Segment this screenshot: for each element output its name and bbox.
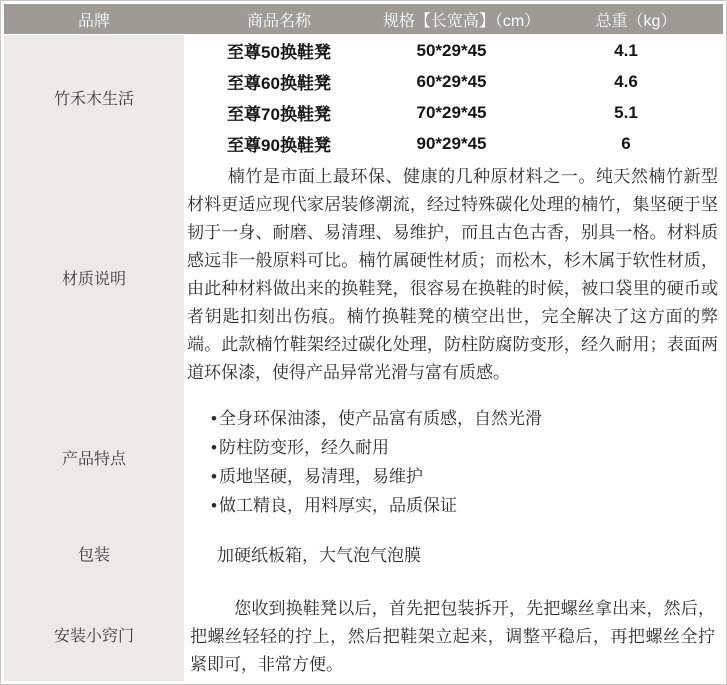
product-spec: 90*29*45 [416,133,487,153]
product-name: 至尊50换鞋凳 [227,43,331,62]
table-body [4,35,723,681]
material-label: 材质说明 [4,159,184,396]
product-row [184,66,723,97]
feature-item: • 防柱防变形，经久耐用 [211,433,717,462]
header-brand: 品牌 [77,12,110,30]
brand-label: 竹禾木生活 [4,35,184,159]
product-row [184,128,723,159]
header-spec: 规格【长宽高】（cm） [382,12,541,30]
table-header-row [4,4,723,34]
section-features [4,396,723,519]
header-weight: 总重（kg） [595,12,677,30]
features-label: 产品特点 [4,396,184,519]
product-weight: 5.1 [614,102,638,122]
product-list [184,35,723,159]
product-spec: 70*29*45 [416,102,487,122]
install-description: 您收到换鞋凳以后，首先把包装拆开，先把螺丝拿出来，然后，把螺丝轻轻的拧上，然后把鞋架立起来，调整平稳后，再把螺丝全拧紧即可，非常方便。 [190,599,715,674]
feature-item: • 全身环保油漆，使产品富有质感，自然光滑 [211,404,717,433]
feature-item: • 做工精良，用料厚实，品质保证 [211,491,717,520]
feature-item: • 质地坚硬，易清理，易维护 [211,462,717,491]
product-name: 至尊60换鞋凳 [227,74,331,93]
packaging-description: 加硬纸板箱，大气泡气泡膜 [217,545,421,565]
product-name: 至尊70换鞋凳 [227,105,331,124]
install-label: 安装小窍门 [4,587,184,681]
packaging-label: 包装 [4,519,184,587]
product-row [184,97,723,128]
product-spec: 60*29*45 [416,71,487,91]
product-spec: 50*29*45 [416,40,487,60]
section-packaging [4,519,723,587]
product-weight: 4.6 [614,71,638,91]
product-name: 至尊90换鞋凳 [227,136,331,155]
header-product-name: 商品名称 [246,12,311,30]
product-row [184,35,723,66]
section-material [4,159,723,396]
product-weight: 6 [621,133,631,153]
features-list [184,396,723,520]
material-description: 楠竹是市面上最环保、健康的几种原材料之一。纯天然楠竹新型材料更适应现代家居装修潮流，经过特殊碳化处理的楠竹，集坚硬于坚韧于一身、耐磨、易清理、易维护，而且古色古香，别具一格。材料质感远非一般原料可比。楠竹属硬性材质；而松木，杉木属于软性材质，由此种材料做出来的换鞋凳，很容易在换鞋的时候，被口袋里的硬币或者钥匙扣刻出伤痕。楠竹换鞋凳的横空出世，完全解决了这方面的弊端。此款楠竹鞋架经过碳化处理，防柱防腐防变形，经久耐用；表面两道环保漆，使得产品异常光滑与富有质感。 [187,167,718,382]
product-weight: 4.1 [614,40,638,60]
section-brand-products [4,35,723,159]
section-install-tips [4,587,723,681]
